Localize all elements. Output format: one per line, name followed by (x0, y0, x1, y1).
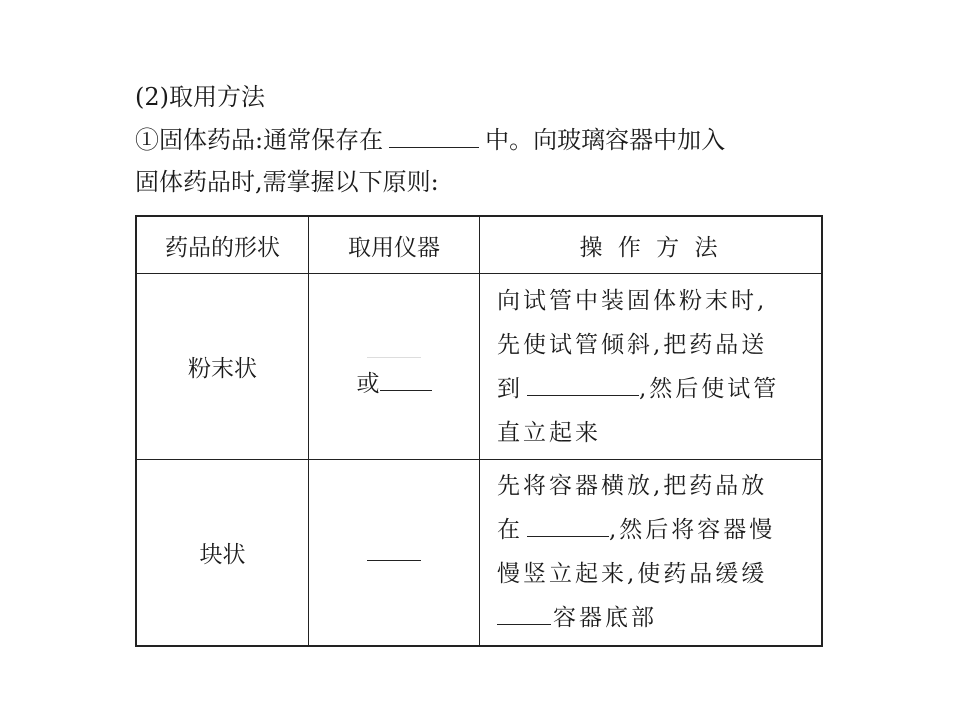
solid-reagent-table (135, 215, 823, 647)
fill-blank (367, 538, 421, 561)
header-shape: 药品的形状 (136, 216, 309, 274)
method-cell (480, 274, 823, 460)
method-line: 先使试管倾斜,把药品送 (497, 331, 768, 358)
method-text: 到 (497, 375, 523, 402)
intro-text: ①固体药品:通常保存在 (135, 126, 384, 154)
fill-blank (527, 514, 609, 537)
section-heading: (2)取用方法 (135, 83, 265, 111)
method-line: 先将容器横放,把药品放 (497, 473, 768, 500)
header-method: 操 作 方 法 (480, 216, 823, 274)
table-row (136, 460, 822, 646)
method-line (497, 367, 821, 411)
fill-blank (389, 125, 479, 148)
method-line: 向试管中装固体粉末时, (497, 287, 768, 314)
method-text: 容器底部 (553, 605, 657, 632)
table-row (136, 274, 822, 460)
method-line (497, 596, 821, 640)
intro-line-2: 固体药品时,需掌握以下原则: (135, 168, 439, 196)
method-line (497, 508, 821, 552)
shape-cell: 粉末状 (136, 274, 309, 460)
intro-text: 中。向玻璃容器中加入 (485, 126, 726, 154)
method-text: ,然后将容器慢 (609, 517, 776, 544)
instrument-cell (309, 460, 480, 646)
shape-cell: 块状 (136, 460, 309, 646)
or-text: 或 (356, 371, 380, 397)
fill-blank (527, 373, 639, 396)
fill-blank (380, 368, 432, 391)
header-instrument: 取用仪器 (309, 216, 480, 274)
intro-line-1 (135, 125, 725, 155)
table-header-row (136, 216, 822, 274)
method-line: 慢竖立起来,使药品缓缓 (497, 561, 768, 588)
instrument-cell (309, 274, 480, 460)
method-text: ,然后使试管 (639, 375, 780, 402)
method-line: 直立起来 (497, 419, 601, 446)
method-cell (480, 460, 823, 646)
fill-blank (497, 602, 551, 625)
method-text: 在 (497, 517, 523, 544)
fill-blank (367, 335, 421, 358)
